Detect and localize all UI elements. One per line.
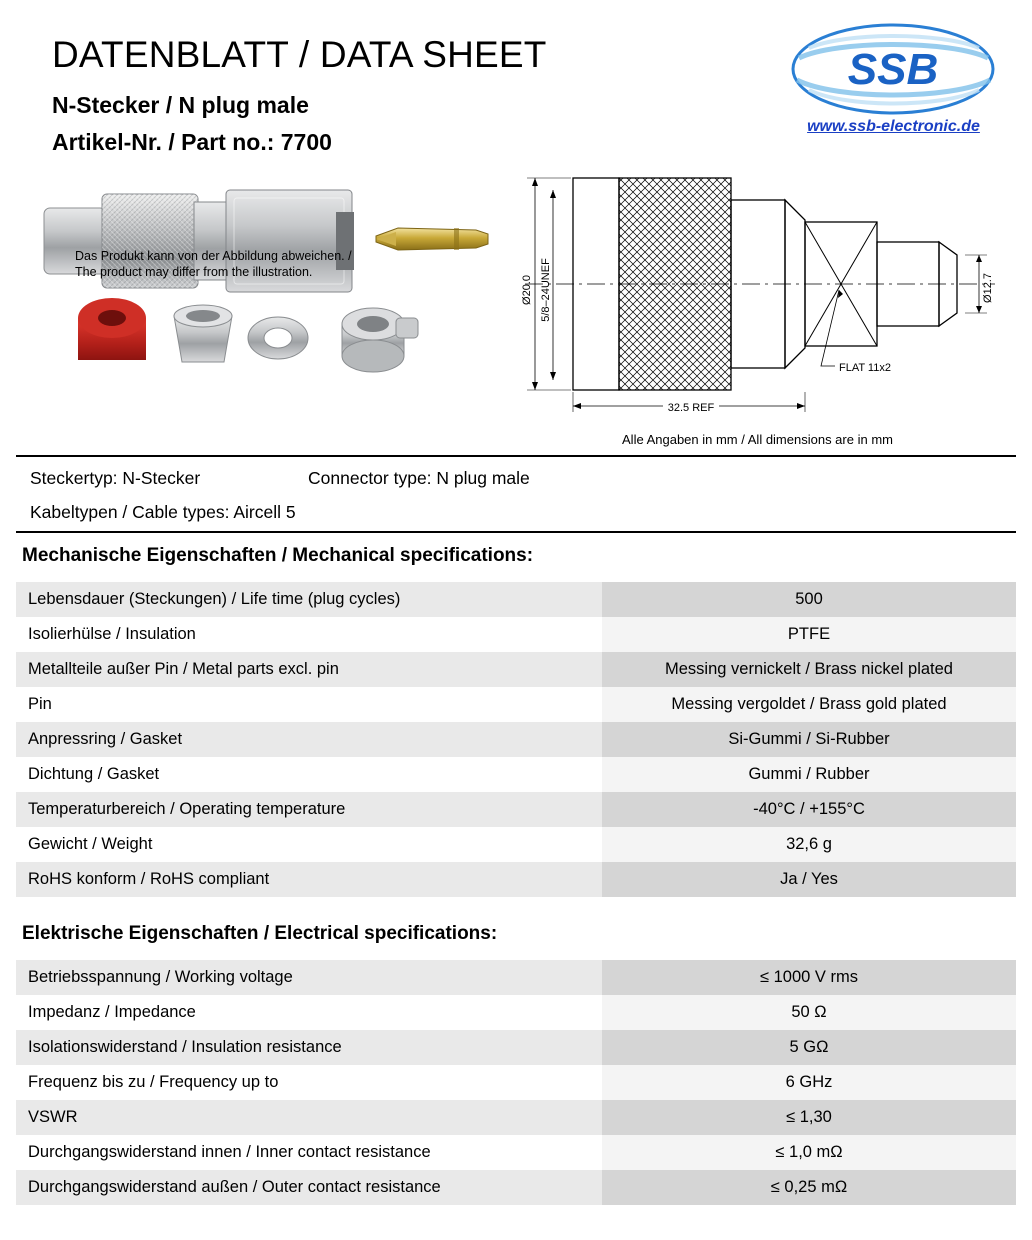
product-name: N-Stecker / N plug male	[52, 92, 309, 118]
table-row	[16, 582, 1016, 617]
table-row	[16, 1100, 1016, 1135]
spec-value: ≤ 0,25 mΩ	[602, 1170, 1016, 1205]
spec-value: PTFE	[602, 617, 1016, 652]
dimensions-note: Alle Angaben in mm / All dimensions are in mm	[622, 432, 893, 447]
connector-type-de: Steckertyp: N-Stecker	[30, 468, 201, 488]
spec-label: Isolationswiderstand / Insulation resistance	[16, 1030, 602, 1065]
dim-diameter-left: Ø20.0	[521, 275, 533, 305]
table-row	[16, 1065, 1016, 1100]
spec-label: Temperaturbereich / Operating temperature	[16, 792, 602, 827]
table-row	[16, 617, 1016, 652]
product-photo	[36, 166, 496, 446]
spec-value: -40°C / +155°C	[602, 792, 1016, 827]
technical-drawing	[505, 160, 1010, 450]
spec-value: 5 GΩ	[602, 1030, 1016, 1065]
page-header	[16, 0, 1016, 155]
ssb-logo-icon	[791, 22, 996, 117]
table-row	[16, 652, 1016, 687]
spec-value: 32,6 g	[602, 827, 1016, 862]
connector-type-row	[30, 468, 530, 489]
product-photo-illustration	[36, 166, 496, 416]
spec-label: Durchgangswiderstand außen / Outer contact resistance	[16, 1170, 602, 1205]
table-row	[16, 1170, 1016, 1205]
table-row	[16, 827, 1016, 862]
spec-value: ≤ 1000 V rms	[602, 960, 1016, 995]
spec-label: Dichtung / Gasket	[16, 757, 602, 792]
spec-label: VSWR	[16, 1100, 602, 1135]
spec-value: Messing vernickelt / Brass nickel plated	[602, 652, 1016, 687]
spec-label: Betriebsspannung / Working voltage	[16, 960, 602, 995]
part-number: Artikel-Nr. / Part no.: 7700	[52, 129, 332, 155]
table-row	[16, 722, 1016, 757]
mechanical-section-title: Mechanische Eigenschaften / Mechanical specifications:	[22, 545, 534, 566]
table-row	[16, 862, 1016, 897]
table-row	[16, 792, 1016, 827]
spec-label: Frequenz bis zu / Frequency up to	[16, 1065, 602, 1100]
spec-value: 6 GHz	[602, 1065, 1016, 1100]
spec-value: Si-Gummi / Si-Rubber	[602, 722, 1016, 757]
svg-text:SSB: SSB	[847, 45, 939, 94]
spec-value: 500	[602, 582, 1016, 617]
dim-diameter-right: Ø12.7	[982, 273, 994, 303]
dim-flat: FLAT 11x2	[839, 362, 891, 374]
spec-value: 50 Ω	[602, 995, 1016, 1030]
spec-value: Messing vergoldet / Brass gold plated	[602, 687, 1016, 722]
spec-label: Isolierhülse / Insulation	[16, 617, 602, 652]
photo-caption-en: The product may differ from the illustration.	[75, 265, 313, 279]
spec-value: ≤ 1,30	[602, 1100, 1016, 1135]
technical-drawing-svg	[505, 160, 1010, 450]
table-row	[16, 1135, 1016, 1170]
spec-label: RoHS konform / RoHS compliant	[16, 862, 602, 897]
dim-length: 32.5 REF	[667, 402, 715, 414]
divider-top	[16, 455, 1016, 457]
spec-label: Lebensdauer (Steckungen) / Life time (plug cycles)	[16, 582, 602, 617]
electrical-specs-table	[16, 960, 1016, 1205]
table-row	[16, 960, 1016, 995]
company-website-link[interactable]: www.ssb-electronic.de	[807, 118, 980, 135]
spec-label: Durchgangswiderstand innen / Inner contact resistance	[16, 1135, 602, 1170]
photo-caption-de: Das Produkt kann von der Abbildung abweichen. /	[75, 249, 352, 263]
ssb-logo	[791, 22, 996, 135]
spec-label: Gewicht / Weight	[16, 827, 602, 862]
table-row	[16, 757, 1016, 792]
spec-label: Pin	[16, 687, 602, 722]
spec-label: Impedanz / Impedance	[16, 995, 602, 1030]
page-title: DATENBLATT / DATA SHEET	[52, 34, 547, 75]
mechanical-specs-table	[16, 582, 1016, 897]
cable-types-row: Kabeltypen / Cable types: Aircell 5	[30, 502, 296, 522]
connector-type-en: Connector type: N plug male	[308, 468, 530, 488]
spec-value: ≤ 1,0 mΩ	[602, 1135, 1016, 1170]
spec-label: Anpressring / Gasket	[16, 722, 602, 757]
dim-thread: 5/8–24UNEF	[540, 258, 552, 322]
spec-value: Gummi / Rubber	[602, 757, 1016, 792]
spec-value: Ja / Yes	[602, 862, 1016, 897]
table-row	[16, 995, 1016, 1030]
spec-label: Metallteile außer Pin / Metal parts excl. pin	[16, 652, 602, 687]
table-row	[16, 687, 1016, 722]
table-row	[16, 1030, 1016, 1065]
electrical-section-title: Elektrische Eigenschaften / Electrical specifications:	[22, 923, 498, 944]
photo-caption	[75, 248, 352, 280]
divider-mid	[16, 531, 1016, 533]
